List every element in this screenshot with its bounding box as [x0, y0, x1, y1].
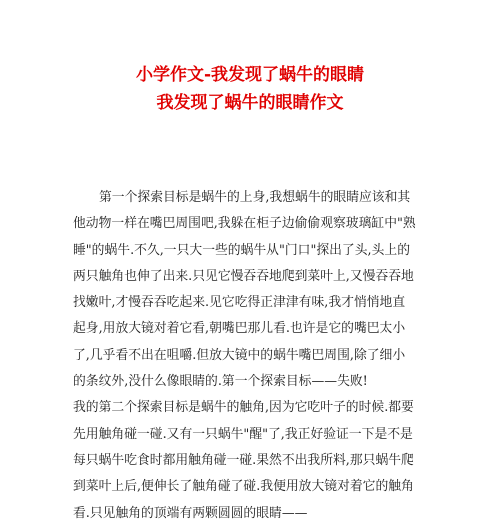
text-line: 的条纹外,没什么像眼睛的.第一个探索目标——失败!: [73, 374, 368, 390]
text-line: 他动物一样在嘴巴周围吧,我躲在柜子边偷偷观察玻璃缸中"熟: [73, 216, 416, 232]
text-line: 第一个探索目标是蜗牛的上身,我想蜗牛的眼睛应该和其: [99, 190, 411, 205]
document-title: 小学作文-我发现了蜗牛的眼睛: [135, 65, 365, 85]
article-body: [73, 185, 443, 527]
text-line: 每只蜗牛吃食时都用触角碰一碰.果然不出我所料,那只蜗牛爬: [73, 452, 414, 468]
text-line: 到菜叶上后,便伸长了触角碰了碰.我便用放大镜对着它的触角: [73, 479, 414, 495]
text-line: 了,几乎看不出在咀嚼.但放大镜中的蜗牛嘴巴周围,除了细小: [73, 347, 406, 363]
text-line: 睡"的蜗牛.不久,一只大一些的蜗牛从"门口"探出了头,头上的: [73, 242, 410, 258]
text-line: 我的第二个探索目标是蜗牛的触角,因为它吃叶子的时候.都要: [73, 400, 414, 416]
text-line: 找嫩叶,才慢吞吞吃起来.见它吃得正津津有味,我才悄悄地直: [73, 295, 406, 311]
document-subtitle: 我发现了蜗牛的眼睛作文: [156, 93, 344, 113]
text-line: 看.只见触角的顶端有两颗圆圆的眼睛——: [73, 505, 308, 521]
text-line: 起身,用放大镜对着它看,朝嘴巴那儿看.也许是它的嘴巴太小: [73, 321, 406, 337]
text-line: 先用触角碰一碰.又有一只蜗牛"醒"了,我正好验证一下是不是: [73, 426, 413, 442]
text-line: 两只触角也伸了出来.只见它慢吞吞地爬到菜叶上,又慢吞吞地: [73, 268, 414, 284]
